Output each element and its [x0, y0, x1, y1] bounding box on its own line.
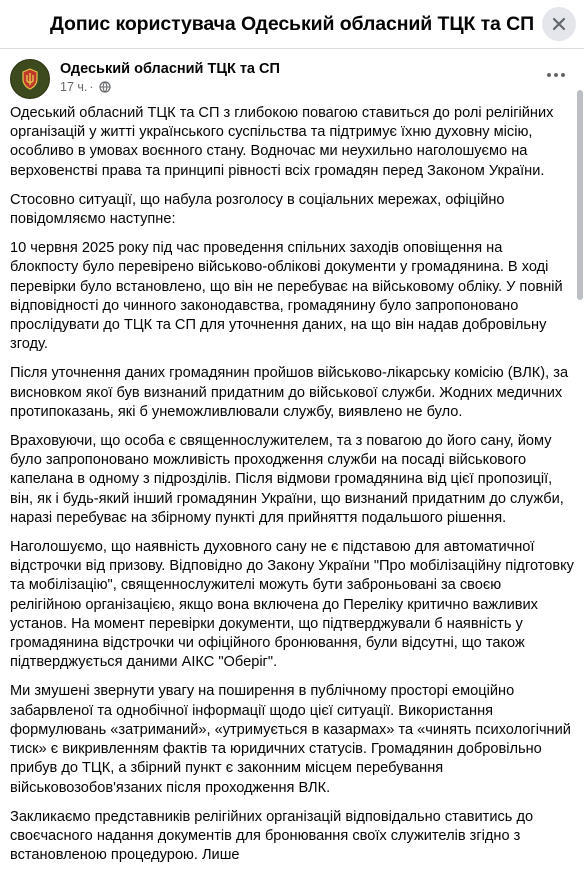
more-horizontal-icon [547, 73, 551, 77]
post-paragraph: Ми змушені звернути увагу на поширення в публічному просторі емоційно забарвленої та однобічної інформації щодо цієї ситуації. Використання формулювань «затриманий», «утримується в казармах» та «чинять психологічний тиск» є викривленням фактів та юридичних статусів. Громадянин добровільно прибув до ТЦК, а збірний пункт є законним місцем перебування військовозобов'язаних після проходження ВЛК. [10, 683, 571, 796]
post-paragraph: 10 червня 2025 року під час проведення спільних заходів оповіщення на блокпосту було перевірено військово-облікові документи у громадянина. В ході перевірки було встановлено, що він не перебуває на військовому обліку. У повній відповідності до чинного законодавства, громадянину було запропоновано прослідувати до ТЦК та СП для уточнення даних, на що він надав добровільну згоду. [10, 240, 563, 353]
avatar[interactable] [10, 59, 50, 99]
scrollbar[interactable] [576, 50, 584, 668]
post-header [10, 59, 570, 99]
post-paragraph: Одеський обласний ТЦК та СП з глибокою повагою ставиться до ролі релігійних організацій у житті українського суспільства та підтримує їхню духовну місію, особливо в умовах воєнного стану. Водночас ми неухильно наголошуємо на верховенстві права та принципі рівності всіх громадян перед Законом України. [10, 105, 554, 179]
close-icon [552, 17, 566, 31]
post [0, 50, 584, 864]
emblem-icon [17, 66, 43, 92]
dialog-title: Допис користувача Одеський обласний ТЦК та СП [49, 12, 535, 35]
post-meta [60, 80, 111, 94]
meta-separator: · [89, 80, 94, 94]
close-button[interactable] [542, 7, 576, 41]
author-name[interactable]: Одеський обласний ТЦК та СП [60, 61, 280, 77]
post-paragraph: Закликаємо представників релігійних організацій відповідально ставитись до своєчасного надання документів для бронювання своїх служителів згідно з встановленою процедурою. Лише [10, 808, 534, 864]
globe-icon [99, 81, 111, 93]
post-paragraph: Враховуючи, що особа є священнослужителем, та з повагою до його сану, йому було запропоновано можливість проходження служби на посаді військового капелана в одному з підрозділів. Після відмови громадянина від цієї пропозиції, він, як і будь-який інший громадянин України, що визнаний придатним до служби, наразі перебуває на збірному пункті для прийняття подальшого рішення. [10, 433, 564, 526]
scrollbar-thumb[interactable] [577, 90, 583, 300]
post-paragraph: Наголошуємо, що наявність духовного сану не є підставою для автоматичної відстрочки від призову. Відповідно до Закону України "Про мобілізаційну підготовку та мобілізацію", священнослужителі можуть бути заброньовані за своєю релігійною організацією, якщо вона включена до Переліку критично важливих установ. На момент перевірки документи, що підтверджували б наявність у громадянина відстрочки чи офіційного бронювання, були відсутні, що також підтверджується даними АІКС "Оберіг". [10, 539, 574, 671]
post-paragraph: Стосовно ситуації, що набула розголосу в соціальних мережах, офіційно повідомляємо наступне: [10, 191, 505, 228]
more-dot [561, 73, 565, 77]
post-time[interactable]: 17 ч. [60, 80, 88, 94]
more-dot [554, 73, 558, 77]
dialog-header [0, 0, 584, 49]
post-text [10, 104, 574, 875]
post-paragraph: Після уточнення даних громадянин пройшов військово-лікарську комісію (ВЛК), за висновком якої був визнаний придатним до військової служби. Жодних медичних протипоказань, які б унеможливлювали службу, виявлено не було. [10, 365, 569, 420]
more-options-button[interactable] [542, 61, 570, 89]
